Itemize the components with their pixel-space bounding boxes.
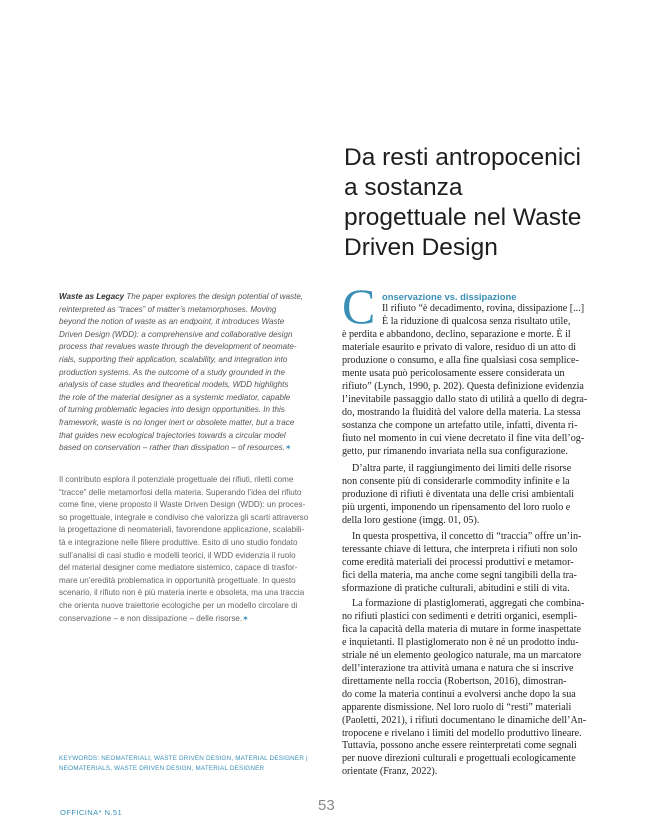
body-line: non consente più di considerarle commodity infinite e la: [342, 475, 570, 487]
abstract-it-line: sull’analisi di casi studio e modelli teorici, il WDD evidenzia il ruolo: [59, 550, 296, 560]
body-line: getto, pur rimanendo invariata nella sua configurazione.: [342, 445, 568, 457]
article-title: [344, 143, 634, 263]
body-line: do, mostrando la fluidità del valore della materia. La stessa: [342, 406, 581, 418]
body-line: e inquietanti. Il plastiglomerato non è né un prodotto indu-: [342, 636, 579, 648]
abstract-line: The paper explores the design potential of waste,: [126, 292, 304, 301]
paragraph-1: [342, 329, 618, 459]
keywords: [59, 754, 349, 774]
abstract-english: [59, 291, 341, 455]
abstract-line: rials, supporting their application, scalability, and integration into: [59, 354, 288, 364]
star-icon: ✶: [284, 443, 292, 453]
body-line: è perdita e abbandono, declino, separazione e morte. È il: [342, 329, 571, 340]
body-line: mente usata può pericolosamente essere considerata un: [342, 367, 565, 379]
body-line: Tuttavia, possono anche essere reinterpretati come segnali: [342, 740, 577, 752]
body-line: apparente dismissione. Nel loro ruolo di “resti” materiali: [342, 701, 572, 713]
body-line: l’inevitabile passaggio dallo stato di utilità a quello di degra-: [342, 393, 588, 405]
abstract-line: analysis of case studies and theoretical models, WDD highlights: [59, 380, 289, 390]
title-line: Da resti antropocenici: [344, 144, 581, 171]
body-line: no rifiuti plastici con sedimenti e detriti organici, esempli-: [342, 610, 577, 622]
body-line: sostanza che compone un artefatto utile, infatti, diventa ri-: [342, 419, 578, 431]
body-line: fici della materia, ma anche come segni tangibili della tra-: [342, 569, 577, 581]
paragraph-2: [342, 463, 618, 528]
body-line: come eredità materiali dei processi produttivi e metamor-: [342, 556, 574, 568]
body-line: In questa prospettiva, il concetto di “traccia” offre un’in-: [352, 531, 582, 542]
abstract-italian: [59, 474, 341, 625]
body-line: orientate (Franz, 2022).: [342, 766, 438, 778]
paragraph-4: [342, 598, 618, 779]
drop-cap: C: [342, 278, 376, 334]
body-line: D’altra parte, il raggiungimento dei limiti delle risorse: [352, 463, 572, 474]
abstract-it-line: come fine, viene proposto il Waste Driven Design (WDD): un proces-: [59, 500, 306, 510]
abstract-line: production systems. As the outcome of a study grounded in the: [59, 367, 286, 377]
body-line: Il rifiuto “è decadimento, rovina, dissipazione [...]: [382, 303, 585, 314]
body-line: do come la materia continui a evolversi anche dopo la sua: [342, 688, 576, 700]
star-icon: ✶: [242, 613, 249, 623]
abstract-it-line: so progettuale, integrale e condiviso che valorizza gli scarti attraverso: [59, 512, 309, 522]
paragraph-1-intro: [382, 303, 618, 329]
abstract-it-line: la progettazione di neomateriali, favorendone applicazione, scalabili-: [59, 525, 305, 535]
abstract-it-line: scenario, il rifiuto non è più materia inerte e obsoleta, ma una traccia: [59, 588, 305, 598]
abstract-line: Driven Design (WDD): a comprehensive and collaborative design: [59, 329, 293, 339]
body-line: produzione o consumo, e alla fine qualsiasi cosa semplice-: [342, 354, 579, 366]
body-line: dell’interazione tra attività umana e natura che si inscrive: [342, 662, 574, 674]
abstract-lead: Waste as Legacy: [59, 292, 125, 301]
body-line: rifiuto” (Lynch, 1990, p. 202). Questa definizione evidenzia: [342, 380, 584, 392]
body-line: tropocene e rivelano i limiti del modello produttivo lineare.: [342, 727, 582, 739]
abstract-it-line: tà e integrazione nelle filiere produttive. Esito di uno studio fondato: [59, 537, 298, 547]
abstract-line: beyond the notion of waste as an endpoint, it introduces Waste: [59, 317, 285, 327]
title-line: Driven Design: [344, 234, 498, 261]
title-line: progettuale nel Waste: [344, 204, 582, 231]
body-line: (Paoletti, 2021), i rifiuti documentano le dinamiche dell’An-: [342, 714, 587, 726]
section-heading: onservazione vs. dissipazione: [382, 291, 517, 302]
body-line: direttamente nella roccia (Robertson, 2016), dimostran-: [342, 675, 567, 687]
body-line: materiale esaurito e privato di valore, residuo di un atto di: [342, 341, 577, 353]
paragraph-3: [342, 531, 618, 596]
abstract-line: framework, waste is no longer inert or obsolete matter, but a trace: [59, 417, 295, 427]
keywords-line: KEYWORDS: NEOMATERIALI, WASTE DRIVEN DESIGN, MATERIAL DESIGNER |: [59, 755, 308, 762]
journal-footer: OFFICINA* N.51: [60, 808, 123, 817]
body-line: La formazione di plastiglomerati, aggregati che combina-: [352, 598, 585, 609]
abstract-line: of turning problematic legacies into design opportunities. In this: [59, 405, 285, 415]
abstract-line: process that revalues waste through the development of neomate-: [59, 342, 297, 352]
keywords-line: NEOMATERIALS, WASTE DRIVEN DESIGN, MATERIAL DESIGNER: [59, 765, 265, 772]
abstract-line: reinterpreted as “traces” of matter’s metamorphoses. Moving: [59, 304, 277, 314]
body-line: produzione di rifiuti è diventata una delle crisi ambientali: [342, 488, 575, 500]
abstract-it-line: “tracce” delle metamorfosi della materia. Superando l’idea del rifiuto: [59, 487, 302, 497]
abstract-it-line: che orienta nuove traiettorie ecologiche per un modello circolare di: [59, 600, 298, 610]
body-line: per nuove direzioni culturali e progettuali ecologicamente: [342, 753, 576, 765]
body-line: striale né un elemento geologico naturale, ma un marcatore: [342, 649, 582, 661]
body-line: fiuto nel momento in cui viene decretato il fine vita dell’og-: [342, 432, 585, 444]
page-number: 53: [318, 797, 335, 814]
body-line: fica la capacità della materia di mutare in forme inaspettate: [342, 623, 582, 635]
abstract-it-line: del material designer come mediatore sistemico, capace di trasfor-: [59, 563, 298, 573]
body-line: teressante chiave di lettura, che interpreta i rifiuti non solo: [342, 543, 578, 555]
body-line: più urgenti, imponendo un ripensamento del loro ruolo e: [342, 501, 571, 513]
abstract-it-line: conservazione – e non dissipazione – delle risorse.: [59, 613, 243, 623]
abstract-line: the role of the material designer as a systemic mediator, capable: [59, 392, 291, 402]
body-line: sformazione di pratiche culturali, abitudini e stili di vita.: [342, 582, 570, 594]
abstract-line: based on conservation – rather than dissipation – of resources.: [59, 443, 285, 453]
body-line: della loro gestione (imgg. 01, 05).: [342, 514, 480, 526]
abstract-line: that guides new ecological trajectories towards a circular model: [59, 430, 286, 440]
abstract-it-line: mare un’eredità problematica in opportunità progettuale. In questo: [59, 575, 296, 585]
body-line: È la riduzione di qualcosa senza risultato utile,: [382, 315, 571, 327]
title-line: a sostanza: [344, 174, 463, 201]
abstract-it-line: Il contributo esplora il potenziale progettuale dei rifiuti, riletti come: [59, 475, 294, 484]
